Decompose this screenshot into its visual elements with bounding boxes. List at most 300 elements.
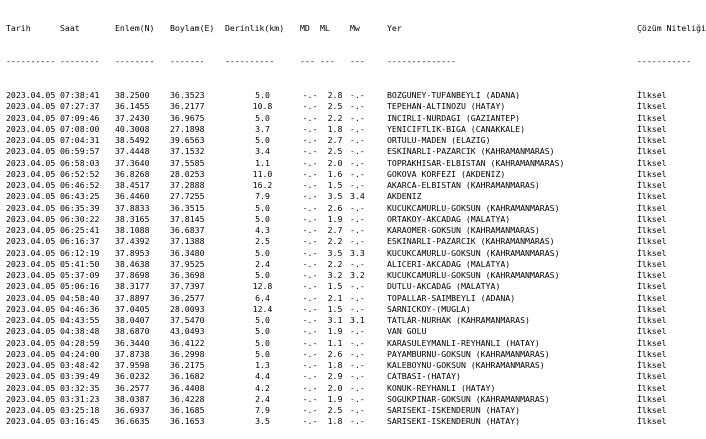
cell-depth: 12.8 [252,281,273,292]
cell-longitude: 37.5585 [170,157,205,168]
cell-time: 07:38:41 [60,90,100,100]
table-row [6,304,677,315]
cell-ml: 1.9 [327,213,343,224]
cell-date: 2023.04.05 [6,168,56,179]
cell-place: ESKINARLI-PAZARCIK (KAHRAMANMARAS) [387,236,555,247]
cell-solution: İlksel [637,157,667,168]
cell-place: TATLAR-NURHAK (KAHRAMANMARAS) [387,315,530,325]
header-place: Yer [387,22,402,33]
cell-date: 2023.04.05 [6,101,56,112]
cell-latitude: 37.9598 [115,360,150,370]
cell-date: 2023.04.05 [6,112,56,123]
table-row [6,158,677,169]
separator-longitude: ------- [170,56,205,67]
cell-mw: -.- [350,416,365,427]
cell-md: -.- [302,371,318,382]
cell-longitude: 36.4408 [170,382,205,393]
header-longitude: Boylam(E) [170,22,215,33]
table-row [6,225,677,236]
cell-ml: 2.6 [327,202,343,213]
cell-time: 03:31:23 [60,393,100,404]
cell-md: -.- [302,326,318,337]
table-row [6,349,677,360]
cell-depth: 5.0 [255,348,270,359]
cell-depth: 2.5 [255,236,270,247]
table-row [6,293,677,304]
cell-place: GOKOVA KORFEZI (AKDENIZ) [387,168,506,179]
cell-solution: İlksel [637,236,667,247]
cell-date: 2023.04.05 [6,236,56,247]
cell-time: 06:58:03 [60,157,100,168]
cell-solution: İlksel [637,191,667,202]
cell-date: 2023.04.05 [6,405,56,415]
cell-depth: 5.0 [255,270,270,280]
cell-longitude: 37.1532 [170,146,205,157]
cell-date: 2023.04.05 [6,258,56,269]
cell-depth: 5.0 [255,326,270,337]
cell-longitude: 27.7255 [170,191,205,202]
cell-solution: İlksel [637,202,667,213]
cell-time: 05:37:09 [60,270,100,280]
cell-place: BOZGUNEY-TUFANBEYLI (ADANA) [387,90,521,100]
cell-mw: -.- [350,146,365,157]
cell-solution: İlksel [637,180,667,190]
cell-place: KONUK-REYHANLI (HATAY) [387,382,496,393]
cell-place: TOPRAKHISAR-ELBISTAN (KAHRAMANMARAS) [387,157,565,168]
cell-longitude: 36.3698 [170,270,205,280]
cell-mw: -.- [350,360,365,370]
cell-place: SARISEKI-ISKENDERUN (HATAY) [387,416,521,427]
cell-solution: İlksel [637,258,667,269]
table-row [6,101,677,112]
cell-longitude: 36.1685 [170,405,205,415]
cell-ml: 2.5 [327,405,343,415]
cell-longitude: 37.5470 [170,315,205,325]
cell-depth: 5.0 [255,135,270,145]
cell-time: 06:16:37 [60,236,100,247]
cell-date: 2023.04.05 [6,416,56,427]
cell-depth: 5.0 [255,202,270,213]
cell-date: 2023.04.05 [6,135,56,145]
table-row [6,383,677,394]
cell-date: 2023.04.05 [6,292,56,303]
cell-latitude: 38.5492 [115,135,150,145]
cell-date: 2023.04.05 [6,326,56,337]
separator-mw: --- [350,56,365,67]
table-row [6,405,677,416]
table-row [6,338,677,349]
cell-depth: 5.0 [255,337,270,348]
cell-latitude: 36.0232 [115,371,150,382]
cell-latitude: 38.6870 [115,326,150,337]
cell-date: 2023.04.05 [6,382,56,393]
cell-latitude: 37.3640 [115,157,150,168]
cell-time: 04:43:55 [60,315,100,325]
cell-md: -.- [302,123,318,134]
cell-latitude: 36.6937 [115,405,150,415]
cell-mw: -.- [350,168,365,179]
cell-place: SOGUKPINAR-GOKSUN (KAHRAMANMARAS) [387,393,550,404]
cell-md: -.- [302,168,318,179]
cell-latitude: 37.4448 [115,146,150,157]
cell-depth: 5.0 [255,112,270,123]
cell-ml: 1.5 [327,180,343,190]
cell-place: KALEBOYNU-GOKSUN (KAHRAMANMARAS) [387,360,545,370]
cell-latitude: 37.8738 [115,348,150,359]
table-row [6,360,677,371]
cell-longitude: 28.0253 [170,168,205,179]
cell-md: -.- [302,135,318,145]
cell-longitude: 37.8145 [170,213,205,224]
cell-ml: 2.5 [327,101,343,112]
cell-ml: 1.9 [327,393,343,404]
table-row [6,248,677,259]
cell-md: -.- [302,213,318,224]
cell-solution: İlksel [637,112,667,123]
cell-place: KUCUKCAMURLU-GOKSUN (KAHRAMANMARAS) [387,270,560,280]
cell-mw: -.- [350,123,365,134]
cell-place: KUCUKCAMURLU-GOKSUN (KAHRAMANMARAS) [387,202,560,213]
cell-ml: 3.5 [327,247,343,258]
cell-depth: 5.0 [255,213,270,224]
cell-md: -.- [302,315,318,325]
cell-time: 04:24:00 [60,348,100,359]
cell-place: TEPEHAN-ALTINOZU (HATAY) [387,101,506,112]
cell-solution: İlksel [637,382,667,393]
header-solution: Çözüm Niteliği [637,22,706,33]
cell-latitude: 36.4460 [115,191,150,202]
cell-ml: 3.5 [327,191,343,202]
cell-place: ORTULU-MADEN (ELAZIG) [387,135,491,145]
cell-depth: 3.7 [255,123,270,134]
cell-longitude: 36.9675 [170,112,205,123]
cell-ml: 1.1 [327,337,343,348]
cell-solution: İlksel [637,168,667,179]
cell-md: -.- [302,146,318,157]
cell-latitude: 36.3440 [115,337,150,348]
cell-latitude: 38.3165 [115,213,150,224]
cell-md: -.- [302,382,318,393]
cell-latitude: 37.4392 [115,236,150,247]
cell-time: 04:28:59 [60,337,100,348]
cell-md: -.- [302,416,318,427]
cell-solution: İlksel [637,101,667,112]
separator-date: ---------- [6,56,56,67]
cell-ml: 2.5 [327,146,343,157]
cell-latitude: 38.1088 [115,225,150,235]
cell-place: KUCUKCAMURLU-GOKSUN (KAHRAMANMARAS) [387,247,560,258]
cell-depth: 5.0 [255,247,270,258]
cell-place: KARASULEYMANLI-REYHANLI (HATAY) [387,337,540,348]
table-row [6,191,677,202]
cell-time: 03:25:18 [60,405,100,415]
cell-time: 07:09:46 [60,112,100,123]
cell-longitude: 36.2998 [170,348,205,359]
cell-latitude: 37.8953 [115,247,150,258]
cell-ml: 1.8 [327,360,343,370]
cell-mw: -.- [350,281,365,292]
cell-depth: 7.9 [255,405,270,415]
cell-place: TOPALLAR-SAIMBEYLI (ADANA) [387,292,516,303]
cell-latitude: 37.0405 [115,303,150,314]
cell-solution: İlksel [637,326,667,337]
cell-date: 2023.04.05 [6,348,56,359]
cell-depth: 3.5 [255,416,270,427]
cell-date: 2023.04.05 [6,225,56,235]
cell-time: 06:43:25 [60,191,100,202]
cell-solution: İlksel [637,123,667,134]
cell-mw: -.- [350,157,365,168]
cell-solution: İlksel [637,90,667,100]
table-row [6,270,677,281]
cell-mw: 3.2 [350,270,365,280]
cell-date: 2023.04.05 [6,180,56,190]
cell-depth: 16.2 [252,180,273,190]
header-mw: Mw [350,22,360,33]
table-row [6,281,677,292]
cell-date: 2023.04.05 [6,371,56,382]
cell-time: 06:46:52 [60,180,100,190]
cell-mw: -.- [350,371,365,382]
cell-md: -.- [302,303,318,314]
cell-place: ALICERI-AKCADAG (MALATYA) [387,258,511,269]
table-row [6,416,677,427]
cell-date: 2023.04.05 [6,281,56,292]
cell-solution: İlksel [637,315,667,325]
cell-time: 06:25:41 [60,225,100,235]
cell-mw: -.- [350,258,365,269]
separator-row [6,56,692,67]
cell-time: 03:16:45 [60,416,100,427]
cell-date: 2023.04.05 [6,213,56,224]
cell-latitude: 38.0387 [115,393,150,404]
cell-depth: 5.0 [255,315,270,325]
cell-latitude: 38.4517 [115,180,150,190]
cell-md: -.- [302,157,318,168]
table-row [6,326,677,337]
table-row [6,180,677,191]
cell-longitude: 37.9525 [170,258,205,269]
cell-place: INCIRLI-NURDAGI (GAZIANTEP) [387,112,521,123]
cell-md: -.- [302,202,318,213]
cell-md: -.- [302,348,318,359]
separator-solution: ----------- [637,56,692,67]
cell-ml: 2.1 [327,292,343,303]
cell-solution: İlksel [637,135,667,145]
cell-time: 06:30:22 [60,213,100,224]
cell-longitude: 36.3515 [170,202,205,213]
cell-time: 07:27:37 [60,101,100,112]
cell-ml: 1.6 [327,168,343,179]
cell-solution: İlksel [637,416,667,427]
header-row [6,22,706,34]
cell-ml: 2.6 [327,348,343,359]
cell-place: SARNICKOY-(MUGLA) [387,303,471,314]
cell-place: VAN GOLU [387,326,427,337]
cell-date: 2023.04.05 [6,337,56,348]
cell-solution: İlksel [637,225,667,235]
cell-time: 03:39:49 [60,371,100,382]
cell-ml: 2.2 [327,236,343,247]
cell-longitude: 27.1898 [170,123,205,134]
separator-depth: ---------- [225,56,275,67]
cell-depth: 1.1 [255,157,270,168]
cell-place: CATBASI-(HATAY) [387,371,461,382]
separator-ml: --- [320,56,335,67]
cell-depth: 4.4 [255,371,270,382]
header-md: MD [300,22,310,33]
cell-md: -.- [302,405,318,415]
cell-date: 2023.04.05 [6,303,56,314]
cell-mw: -.- [350,236,365,247]
cell-mw: -.- [350,90,365,100]
cell-time: 06:35:39 [60,202,100,213]
cell-longitude: 37.2888 [170,180,205,190]
cell-latitude: 38.2500 [115,90,150,100]
cell-longitude: 36.2177 [170,101,205,112]
cell-md: -.- [302,337,318,348]
cell-solution: İlksel [637,146,667,157]
cell-mw: 3.4 [350,191,365,202]
cell-mw: 3.1 [350,315,365,325]
table-row [6,169,677,180]
cell-mw: -.- [350,180,365,190]
cell-ml: 2.8 [327,90,343,100]
table-row [6,394,677,405]
separator-place: -------------- [387,56,457,67]
cell-solution: İlksel [637,371,667,382]
cell-time: 03:32:35 [60,382,100,393]
cell-latitude: 40.3008 [115,123,150,134]
cell-date: 2023.04.05 [6,247,56,258]
cell-longitude: 43.0493 [170,326,205,337]
cell-mw: -.- [350,382,365,393]
cell-md: -.- [302,292,318,303]
cell-place: ESKINARLI-PAZARCIK (KAHRAMANMARAS) [387,146,555,157]
cell-depth: 7.9 [255,191,270,202]
cell-md: -.- [302,393,318,404]
cell-md: -.- [302,247,318,258]
cell-ml: 1.8 [327,416,343,427]
header-ml: ML [320,22,330,33]
cell-place: SARISEKI-ISKENDERUN (HATAY) [387,405,521,415]
cell-longitude: 36.1653 [170,416,205,427]
cell-mw: -.- [350,303,365,314]
cell-date: 2023.04.05 [6,90,56,100]
cell-time: 07:08:00 [60,123,100,134]
cell-depth: 2.4 [255,258,270,269]
cell-solution: İlksel [637,393,667,404]
cell-longitude: 39.6563 [170,135,205,145]
cell-date: 2023.04.05 [6,123,56,134]
cell-depth: 10.8 [252,101,273,112]
cell-time: 03:48:42 [60,360,100,370]
cell-date: 2023.04.05 [6,360,56,370]
cell-depth: 11.0 [252,168,273,179]
cell-mw: -.- [350,112,365,123]
cell-mw: 3.3 [350,247,365,258]
cell-place: KARAOMER-GOKSUN (KAHRAMANMARAS) [387,225,540,235]
cell-latitude: 36.1455 [115,101,150,112]
cell-ml: 2.7 [327,225,343,235]
cell-time: 04:38:48 [60,326,100,337]
table-row [6,146,677,157]
cell-mw: -.- [350,202,365,213]
cell-solution: İlksel [637,247,667,258]
cell-time: 06:59:57 [60,146,100,157]
cell-time: 05:41:50 [60,258,100,269]
table-row [6,259,677,270]
cell-md: -.- [302,180,318,190]
cell-place: AKARCA-ELBISTAN (KAHRAMANMARAS) [387,180,540,190]
cell-latitude: 37.2430 [115,112,150,123]
cell-md: -.- [302,191,318,202]
cell-md: -.- [302,236,318,247]
cell-ml: 3.2 [327,270,343,280]
cell-date: 2023.04.05 [6,315,56,325]
table-row [6,124,677,135]
cell-depth: 1.3 [255,360,270,370]
cell-mw: -.- [350,135,365,145]
earthquake-rows [6,90,677,428]
separator-md: --- [300,56,315,67]
cell-ml: 2.9 [327,371,343,382]
cell-latitude: 38.4638 [115,258,150,269]
cell-solution: İlksel [637,213,667,224]
table-row [6,90,677,101]
header-depth: Derinlik(km) [225,22,285,33]
cell-md: -.- [302,281,318,292]
cell-ml: 1.9 [327,326,343,337]
table-row [6,135,677,146]
cell-date: 2023.04.05 [6,393,56,404]
cell-md: -.- [302,101,318,112]
cell-latitude: 36.8268 [115,168,150,179]
cell-depth: 12.4 [252,303,273,314]
cell-latitude: 37.8897 [115,292,150,303]
cell-latitude: 36.2577 [115,382,150,393]
cell-depth: 2.4 [255,393,270,404]
cell-place: YENICIFTLIK-BIGA (CANAKKALE) [387,123,526,134]
cell-mw: -.- [350,213,365,224]
cell-md: -.- [302,90,318,100]
cell-longitude: 36.3523 [170,90,205,100]
separator-latitude: -------- [115,56,155,67]
cell-longitude: 36.4122 [170,337,205,348]
cell-latitude: 38.0407 [115,315,150,325]
cell-date: 2023.04.05 [6,146,56,157]
cell-solution: İlksel [637,303,667,314]
cell-md: -.- [302,360,318,370]
table-row [6,214,677,225]
cell-solution: İlksel [637,405,667,415]
cell-solution: İlksel [637,270,667,280]
cell-ml: 2.2 [327,258,343,269]
cell-ml: 2.0 [327,382,343,393]
cell-md: -.- [302,112,318,123]
cell-mw: -.- [350,292,365,303]
header-date: Tarih [6,22,31,33]
cell-time: 06:52:52 [60,168,100,179]
cell-depth: 4.3 [255,225,270,235]
cell-place: PAYAMBURNU-GOKSUN (KAHRAMANMARAS) [387,348,550,359]
cell-md: -.- [302,258,318,269]
separator-time: -------- [60,56,100,67]
cell-place: DUTLU-AKCADAG (MALATYA) [387,281,501,292]
cell-ml: 1.5 [327,303,343,314]
cell-latitude: 37.8833 [115,202,150,213]
table-row [6,203,677,214]
